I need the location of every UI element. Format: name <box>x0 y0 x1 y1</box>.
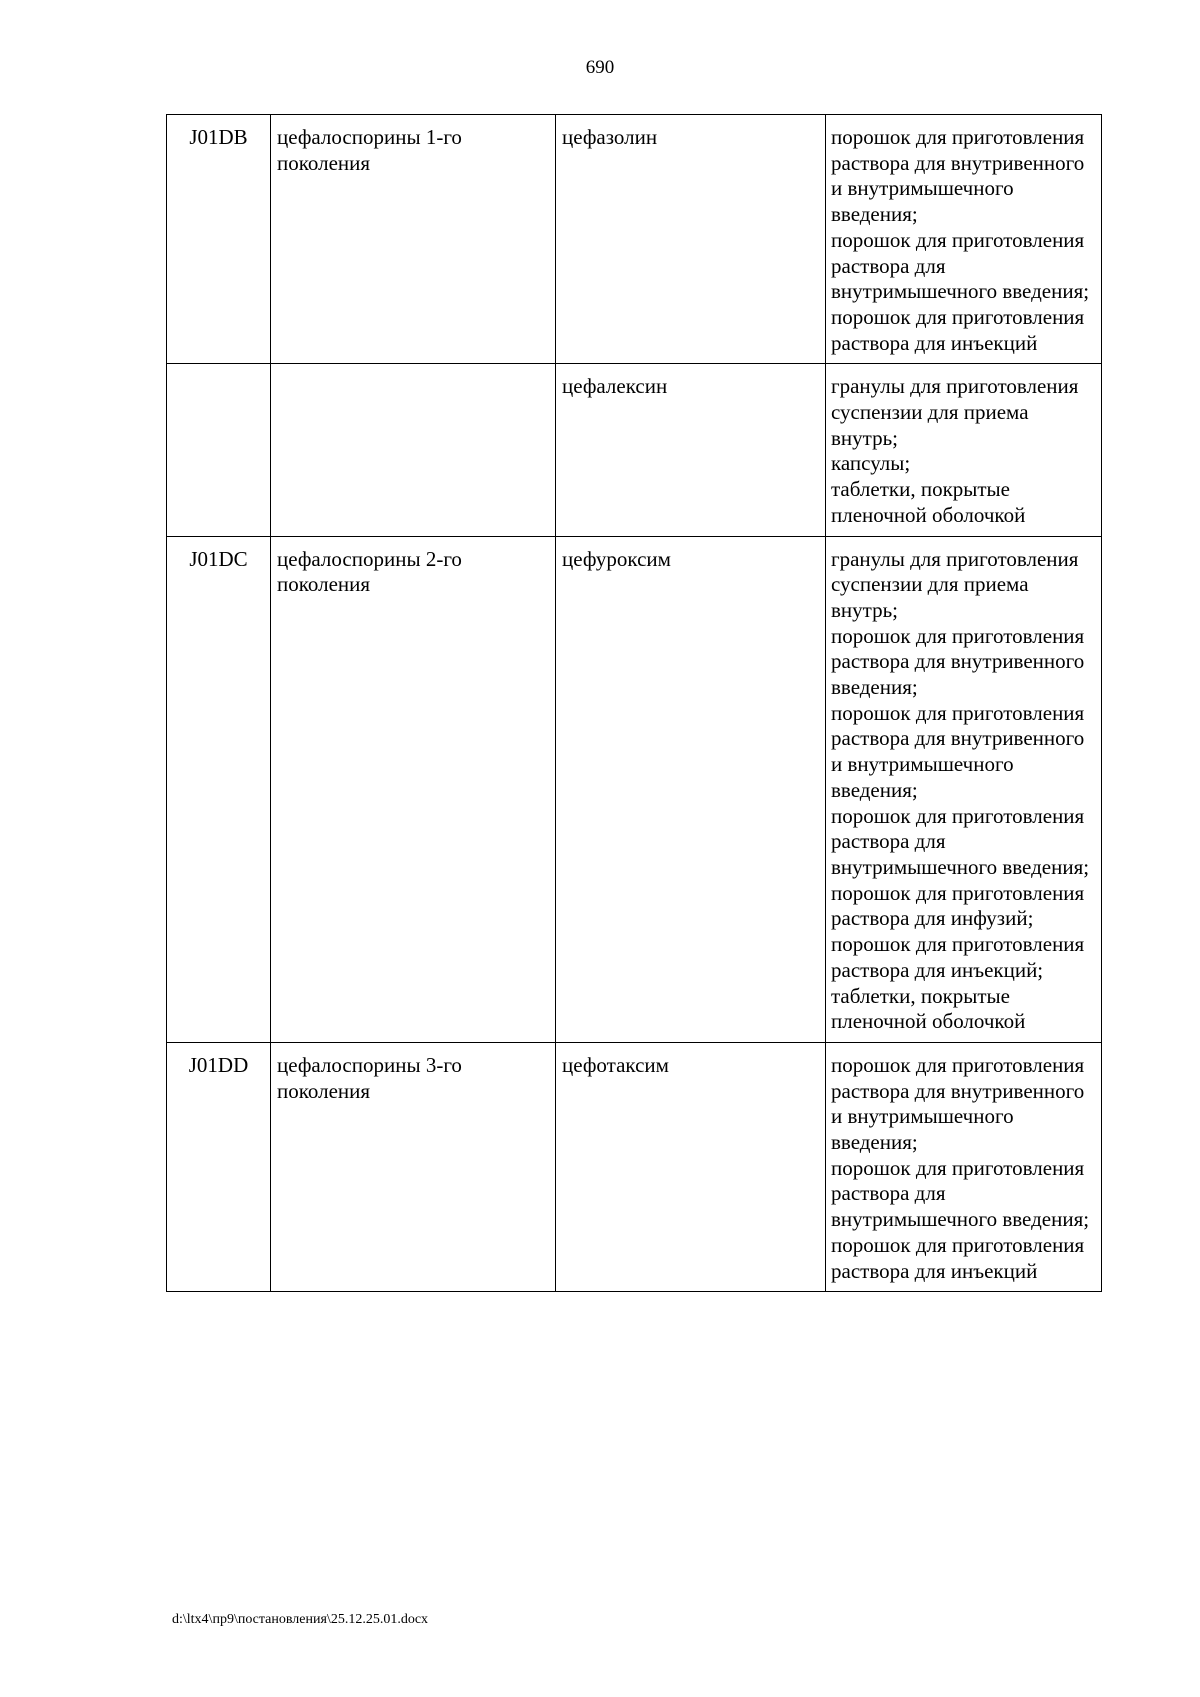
group-cell <box>271 364 556 536</box>
table-row <box>167 364 1102 536</box>
atc-code-cell: J01DB <box>167 115 271 364</box>
table-row <box>167 536 1102 1042</box>
substance-cell: цефалексин <box>556 364 826 536</box>
substance-cell: цефазолин <box>556 115 826 364</box>
group-cell: цефалоспорины 2-го поколения <box>271 536 556 1042</box>
group-cell: цефалоспорины 3-го поколения <box>271 1042 556 1291</box>
dosage-form-cell: гранулы для приготовления суспензии для приема внутрь; капсулы; таблетки, покрытые пленочной оболочкой <box>826 364 1102 536</box>
atc-code-cell: J01DC <box>167 536 271 1042</box>
dosage-form-cell: порошок для приготовления раствора для внутривенного и внутримышечного введения; порошок для приготовления раствора для внутримышечного введения; порошок для приготовления раствора для инъекций <box>826 115 1102 364</box>
dosage-form-cell: порошок для приготовления раствора для внутривенного и внутримышечного введения; порошок для приготовления раствора для внутримышечного введения; порошок для приготовления раствора для инъекций <box>826 1042 1102 1291</box>
substance-cell: цефотаксим <box>556 1042 826 1291</box>
table-row <box>167 115 1102 364</box>
atc-code-cell <box>167 364 271 536</box>
substance-cell: цефуроксим <box>556 536 826 1042</box>
page-number: 690 <box>585 57 615 78</box>
group-cell: цефалоспорины 1-го поколения <box>271 115 556 364</box>
table-row <box>167 1042 1102 1291</box>
dosage-form-cell: гранулы для приготовления суспензии для приема внутрь; порошок для приготовления раствора для внутривенного введения; порошок для приготовления раствора для внутривенного и внутримышечного введения; порошок для приготовления раствора для внутримышечного введения; порошок для приготовления раствора для инфузий; порошок для приготовления раствора для инъекций; таблетки, покрытые пленочной оболочкой <box>826 536 1102 1042</box>
file-path-footer: d:\ltx4\пр9\постановления\25.12.25.01.docx <box>172 1612 429 1627</box>
medication-table <box>166 114 1102 1292</box>
atc-code-cell: J01DD <box>167 1042 271 1291</box>
